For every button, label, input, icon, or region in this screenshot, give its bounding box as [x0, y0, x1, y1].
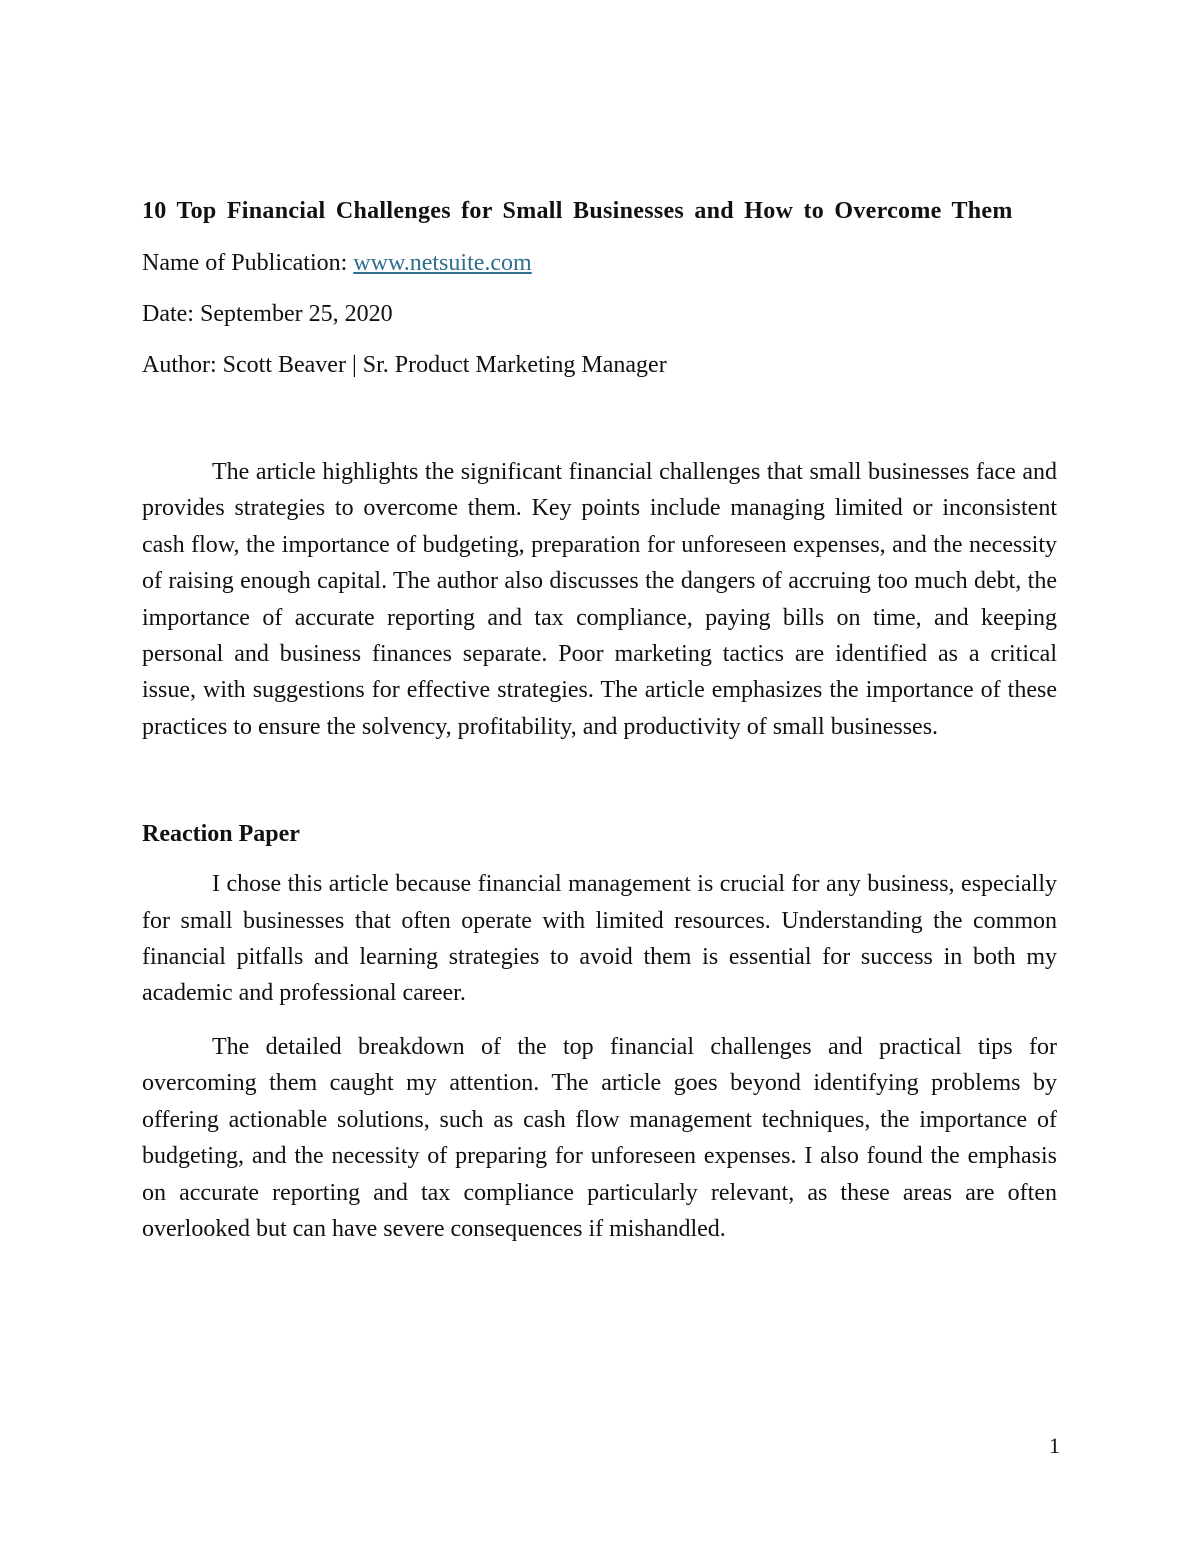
author-line: Author: Scott Beaver | Sr. Product Marketing Manager — [142, 352, 667, 378]
summary-section — [142, 454, 1057, 745]
publication-link[interactable]: www.netsuite.com — [353, 250, 532, 276]
reaction-paragraph: I chose this article because financial management is crucial for any business, especially for small businesses that often operate with limited resources. Understanding the common financial pitfalls and learning strategies to avoid them is essential for success in both my academic and professional career. — [142, 871, 1057, 1007]
publication-label: Name of Publication: — [142, 250, 354, 276]
publication-line — [142, 245, 1057, 281]
reaction-paragraph: The detailed breakdown of the top financial challenges and practical tips for overcoming them caught my attention. The article goes beyond identifying problems by offering actionable solutions, such as cash flow management techniques, the importance of budgeting, and the necessity of preparing for unforeseen expenses. I also found the emphasis on accurate reporting and tax compliance particularly relevant, as these areas are often overlooked but can have severe consequences if mishandled. — [142, 1033, 1057, 1242]
document-title: 10 Top Financial Challenges for Small Businesses and How to Overcome Them — [142, 198, 1013, 224]
summary-paragraph: The article highlights the significant financial challenges that small businesses face and provides strategies to overcome them. Key points include managing limited or inconsistent cash flow, the importance of budgeting, preparation for unforeseen expenses, and the necessity of raising enough capital. The author also discusses the dangers of accruing too much debt, the importance of accurate reporting and tax compliance, paying bills on time, and keeping personal and business finances separate. Poor marketing tactics are identified as a critical issue, with suggestions for effective strategies. The article emphasizes the importance of these practices to ensure the solvency, profitability, and productivity of small businesses. — [142, 459, 1057, 740]
date-line: Date: September 25, 2020 — [142, 301, 393, 327]
page-number: 1 — [1049, 1433, 1060, 1458]
reaction-heading: Reaction Paper — [142, 821, 300, 848]
document-body — [142, 193, 1057, 1247]
